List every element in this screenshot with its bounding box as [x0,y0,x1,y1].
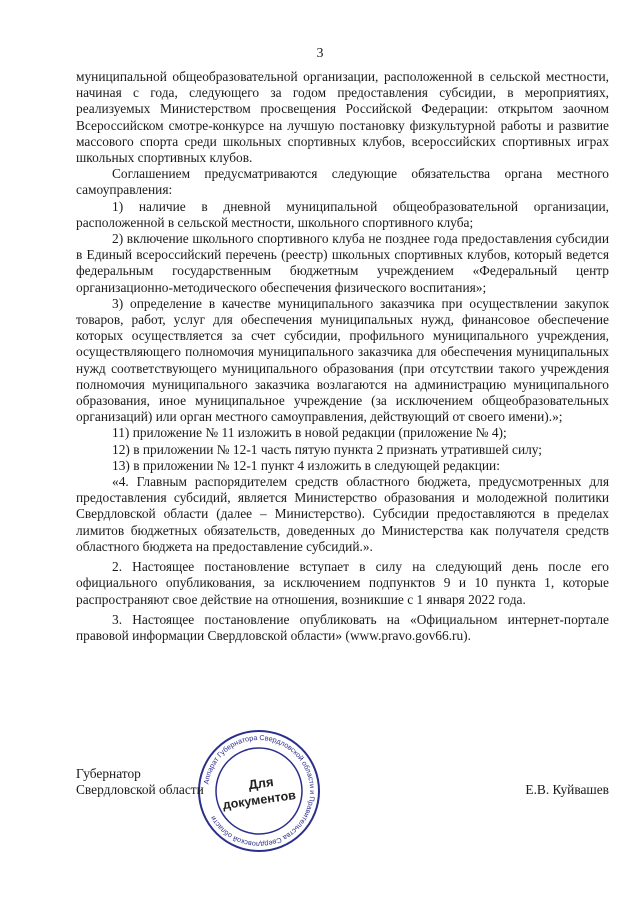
signatory-title-line2: Свердловской области [76,782,204,798]
paragraph-section-3: 3. Настоящее постановление опубликовать на «Официальном интернет-портале правовой информации Свердловской области» (www.pravo.gov66.ru). [76,611,609,643]
paragraph-continuation: муниципальной общеобразовательной организации, расположенной в сельской местности, начиная с года, следующего за годом предоставления субсидии, в мероприятиях, реализуемых Министерством просвещения Российской Федерации: открытом заочном Всероссийском смотре-конкурсе на лучшую постановку физкультурной работы и развитие массового спорта среди школьных спортивных клубов, всероссийских спортивных играх школьных спортивных клубов. [76,69,609,166]
paragraph-item-11: 11) приложение № 11 изложить в новой редакции (приложение № 4); [112,425,507,441]
stamp-ring-text: Аппарат Губернатора Свердловской области и Правительства Свердловской области [201,732,318,850]
signature-block [76,766,609,806]
paragraph-point-4: «4. Главным распорядителем средств областного бюджета, предусмотренных для предоставления субсидий, является Министерство образования и молодежной политики Свердловской области (далее – Министерство). Субсидии предоставляются в пределах лимитов бюджетных обязательств, доведенных до Министерства как получателя средств областного бюджета на предоставление субсидий.». [76,474,609,554]
page-number: 3 [316,46,324,61]
signatory-title-line1: Губернатор [76,766,141,781]
paragraph-section-2: 2. Настоящее постановление вступает в силу на следующий день после его официального опубликования, за исключением подпунктов 9 и 10 пункта 1, которые распространяют свое действие на отношения, возникшие с 1 января 2022 года. [76,559,609,607]
paragraph-obligation-2: 2) включение школьного спортивного клуба не позднее года предоставления субсидии в Единый всероссийский перечень (реестр) школьных спортивных клубов, который ведется федеральным государственным бюджетным учреждением «Федеральный центр организационно-методического обеспечения физического воспитания»; [76,231,609,295]
stamp-center-line1: Для [247,773,275,793]
signatory-title [76,766,204,798]
paragraph-item-12: 12) в приложении № 12-1 часть пятую пункта 2 признать утратившей силу; [112,441,543,457]
paragraph-item-13: 13) в приложении № 12-1 пункт 4 изложить в следующей редакции: [112,457,500,473]
document-body [76,69,609,644]
paragraph-obligation-1: 1) наличие в дневной муниципальной общеобразовательной организации, расположенной в сельской местности, школьного спортивного клуба; [76,198,609,230]
stamp-center-line2: документов [221,787,297,813]
paragraph-obligation-3: 3) определение в качестве муниципального заказчика при осуществлении закупок товаров, работ, услуг для обеспечения муниципальных нужд, финансовое обеспечение которых осуществляется за счет субсидии, профильного муниципального учреждения, осуществляющего полномочия муниципального заказчика для обеспечения муниципальных нужд соответствующего муниципального образования (при отсутствии такого учреждения полномочия муниципального заказчика возлагаются на администрацию муниципального образования, иное муниципальное учреждение (за исключением общеобразовательных организаций) или орган местного самоуправления, действующий от своего имени).»; [76,295,609,425]
signatory-name: Е.В. Куйвашев [525,782,609,797]
paragraph-obligations-intro: Соглашением предусматриваются следующие обязательства органа местного самоуправления: [76,166,609,198]
